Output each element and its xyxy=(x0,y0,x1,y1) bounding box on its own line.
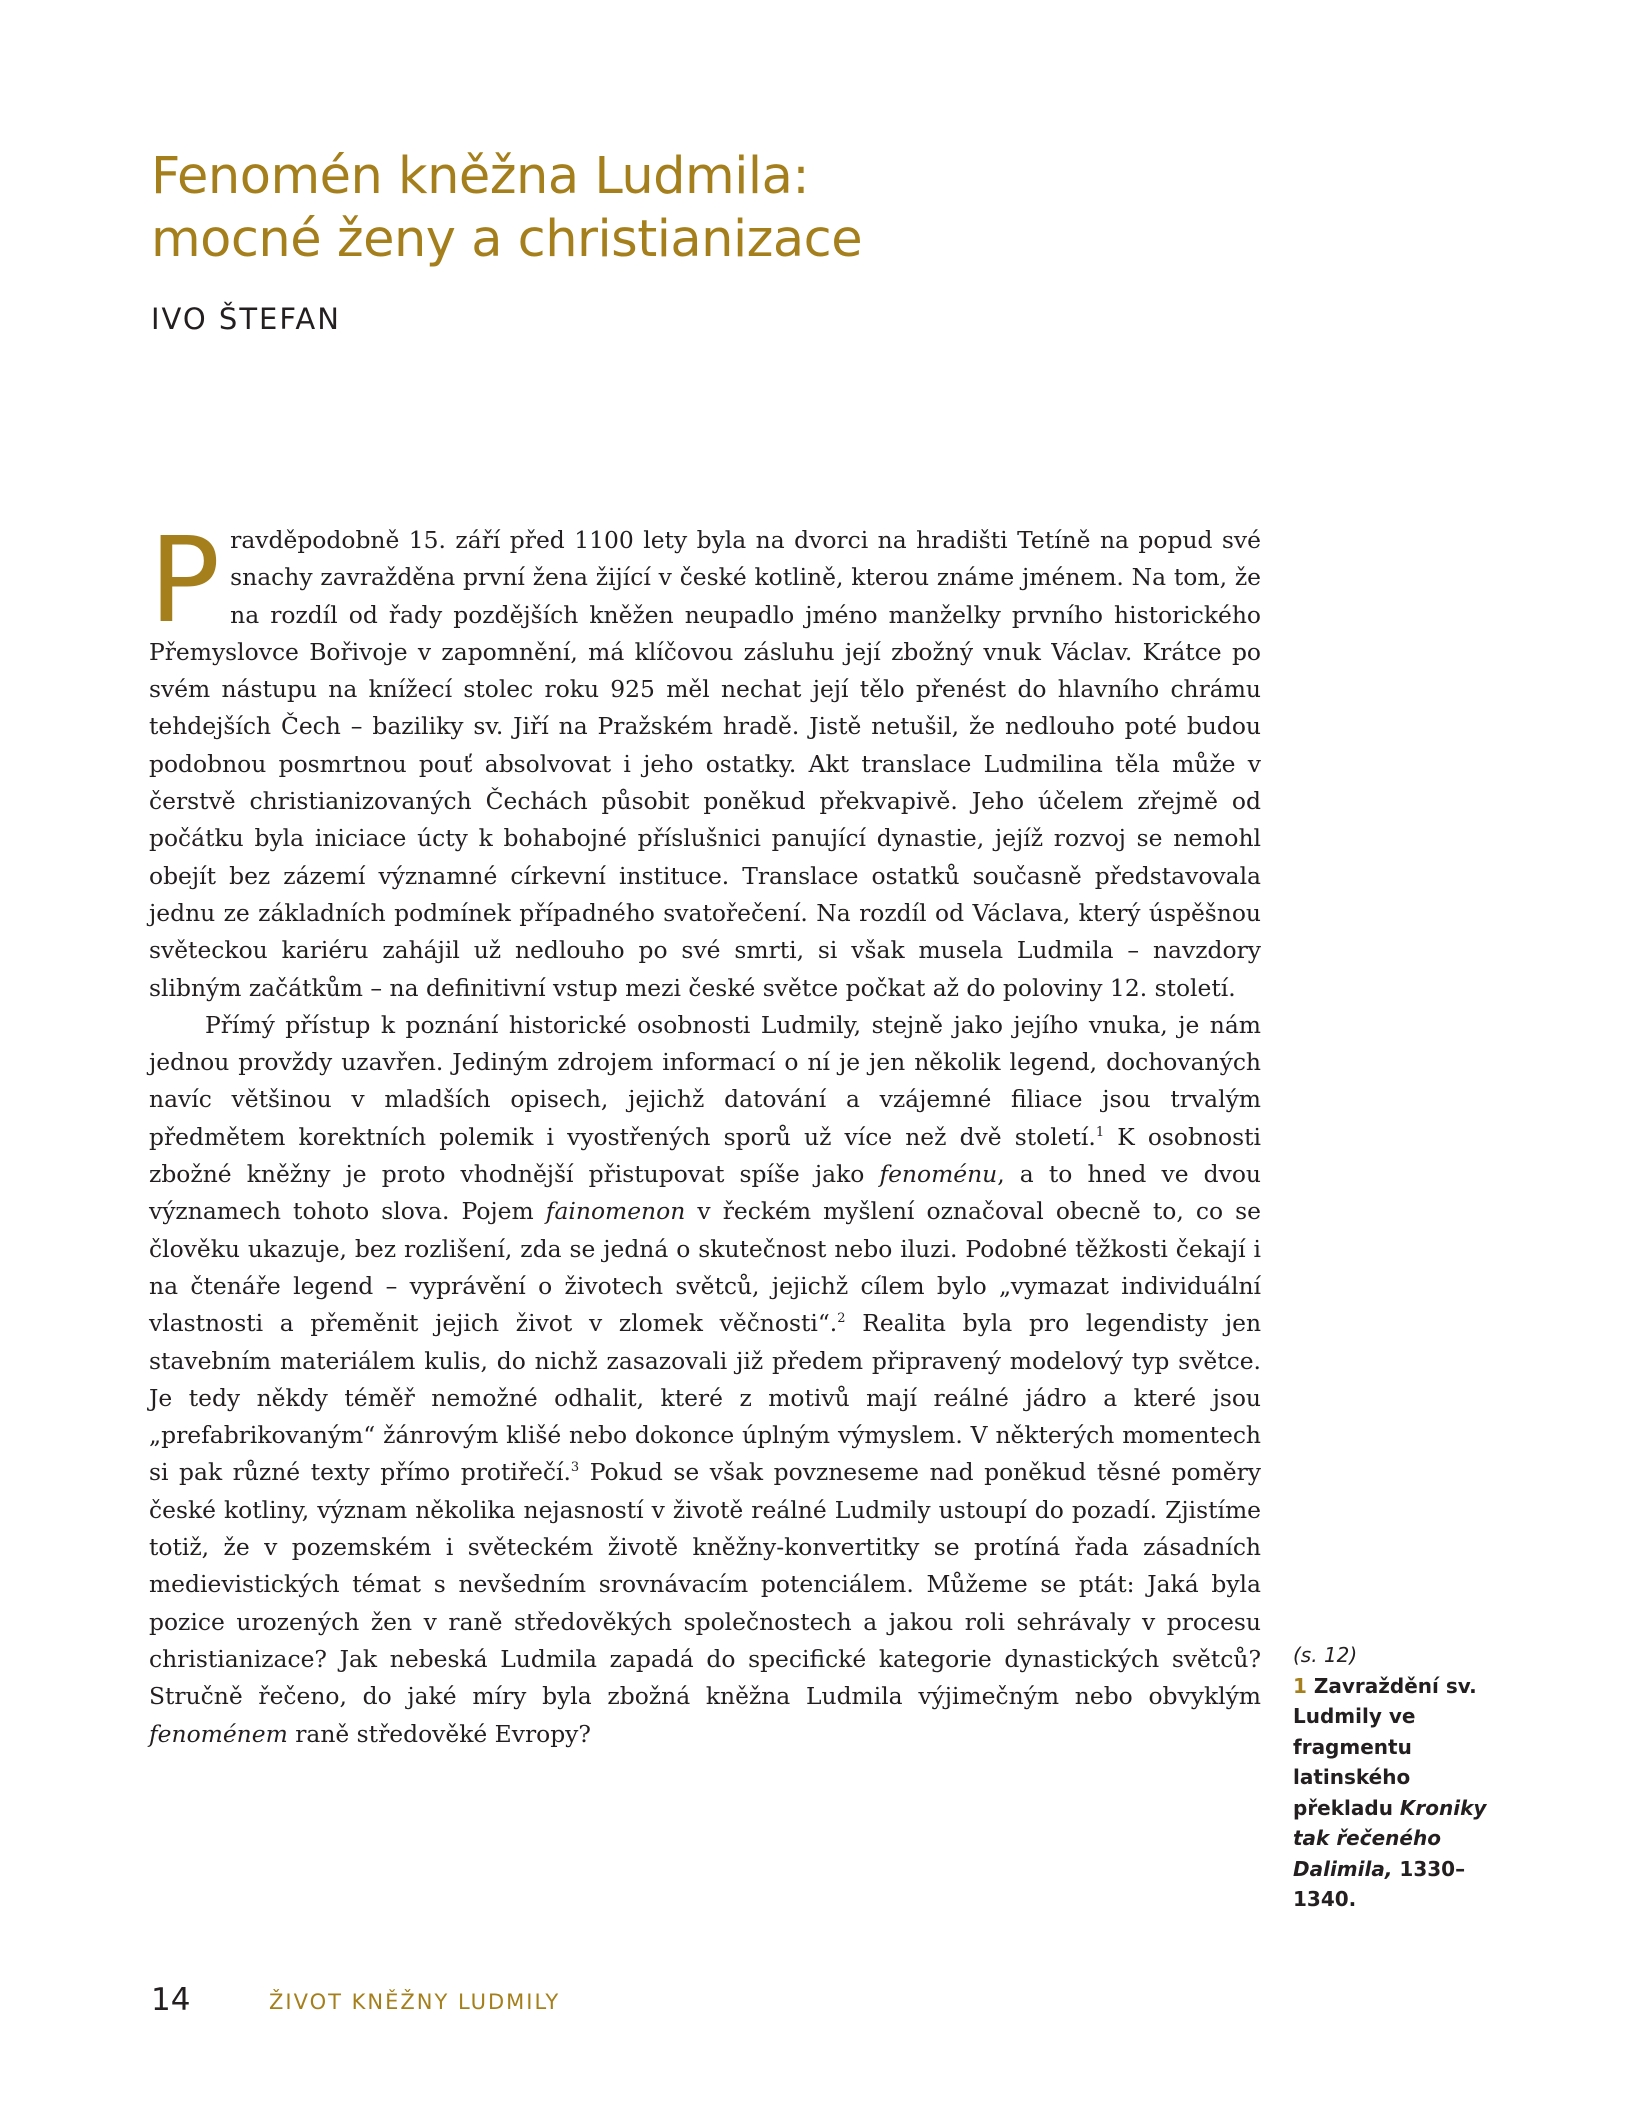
article-body xyxy=(149,511,1262,1753)
article-title-line-1: Fenomén kněžna Ludmila: xyxy=(151,147,809,206)
caption-date: 1330–1340. xyxy=(1293,1856,1466,1911)
emphasis-fenomenu: fenoménu xyxy=(879,1160,998,1189)
paragraph-2-part: Realita byla pro legendisty jen stavebním materiálem kulis, do nichž zasazovali již předem připravený modelový typ světce. Je tedy někdy téměř nemožné odhalit, které z motivů mají reálné jádro a které jsou „prefabrikovaným“ žánrovým klišé nebo dokonce úplným výmyslem. V některých momentech si pak různé texty přímo protiřečí. xyxy=(149,1309,1262,1487)
paragraph-2 xyxy=(149,1007,1261,1753)
caption-page-ref: (s. 12) xyxy=(1293,1643,1358,1667)
drop-cap: P xyxy=(149,511,221,649)
paragraph-2-part: , a to hned ve dvou významech tohoto slova. Pojem xyxy=(149,1160,1261,1226)
footnote-ref-2[interactable]: 2 xyxy=(837,1311,846,1327)
footnote-ref-3[interactable]: 3 xyxy=(570,1460,580,1476)
article-author: IVO ŠTEFAN xyxy=(151,302,341,336)
paragraph-2-part: v řeckém myšlení označoval obecně to, co se člověku ukazuje, bez rozlišení, zda se jedná o skutečnost nebo iluzi. Podobné těžkosti čekají i na čtenáře legend – vyprávění o životech světců, jejichž cílem bylo „vymazat individuální vlastnosti a přeměnit jejich život v zlomek věčnosti“. xyxy=(149,1197,1261,1338)
caption-work-title: Kroniky tak řečeného Dalimila, xyxy=(1293,1795,1487,1881)
page-number: 14 xyxy=(151,1982,191,2018)
paragraph-1-text: ravděpodobně 15. září před 1100 lety byla na dvorci na hradišti Tetíně na popud své snachy zavražděna první žena žijící v české kotlině, kterou známe jménem. Na tom, že na rozdíl od řady pozdějších kněžen neupadlo jméno manželky prvního historického Přemyslovce Bořivoje v zapomnění, má klíčovou zásluhu její zbožný vnuk Václav. Krátce po svém nástupu na knížecí stolec roku 925 měl nechat její tělo přenést do hlavního chrámu tehdejších Čech – baziliky sv. Jiří na Pražském hradě. Jistě netušil, že nedlouho poté budou podobnou posmrtnou pouť absolvovat i jeho ostatky. Akt translace Ludmilina těla může v čerstvě christianizovaných Čechách působit poněkud překvapivě. Jeho účelem zřejmě od počátku byla iniciace úcty k bohabojné příslušnici panující dynastie, jejíž rozvoj se nemohl obejít bez zázemí významné církevní instituce. Translace ostatků současně představovala jednu ze základních podmínek případného svatořečení. Na rozdíl od Václava, který úspěšnou světeckou kariéru zahájil už nedlouho po své smrti, si však musela Ludmila – navzdory slibným začátkům – na definitivní vstup mezi české světce počkat až do poloviny 12. století. xyxy=(149,526,1261,1002)
figure-caption xyxy=(1293,1640,1513,1915)
emphasis-fainomenon: fainomenon xyxy=(545,1197,686,1226)
footnote-ref-1[interactable]: 1 xyxy=(1095,1124,1105,1140)
running-head: ŽIVOT KNĚŽNY LUDMILY xyxy=(269,1990,561,2014)
article-title-line-2: mocné ženy a christianizace xyxy=(151,210,863,269)
paragraph-2-part: raně středověké Evropy? xyxy=(287,1719,591,1748)
article-title xyxy=(151,145,1251,271)
caption-text: Zavraždění sv. Ludmily ve fragmentu latinského překladu xyxy=(1293,1673,1477,1820)
paragraph-2-part: Pokud se však povzneseme nad poněkud těsné poměry české kotliny, význam několika nejasností v životě reálné Ludmily ustoupí do pozadí. Zjistíme totiž, že v pozemském i světeckém životě kněžny-konvertitky se protíná řada zásadních medievistických témat s nevšedním srovnávacím potenciálem. Můžeme se ptát: Jaká byla pozice urozených žen v raně středověkých společnostech a jakou roli sehrávaly v procesu christianizace? Jak nebeská Ludmila zapadá do specifické kategorie dynastických světců? Stručně řečeno, do jaké míry byla zbožná kněžna Ludmila výjimečným nebo obvyklým xyxy=(149,1458,1261,1711)
paragraph-2-part: K osobnosti zbožné kněžny je proto vhodnější přistupovat spíše jako xyxy=(149,1122,1261,1189)
paragraph-2-part: Přímý přístup k poznání historické osobnosti Ludmily, stejně jako jejího vnuka, je nám jednou provždy uzavřen. Jediným zdrojem informací o ní je jen několik legend, dochovaných navíc většinou v mladších opisech, jejichž datování a vzájemné filiace jsou trvalým předmětem korektních polemik i vyostřených sporů už více než dvě století. xyxy=(149,1010,1261,1151)
caption-number: 1 xyxy=(1293,1673,1307,1698)
emphasis-fenomenem: fenoménem xyxy=(149,1719,288,1748)
paragraph-1 xyxy=(149,511,1261,1007)
